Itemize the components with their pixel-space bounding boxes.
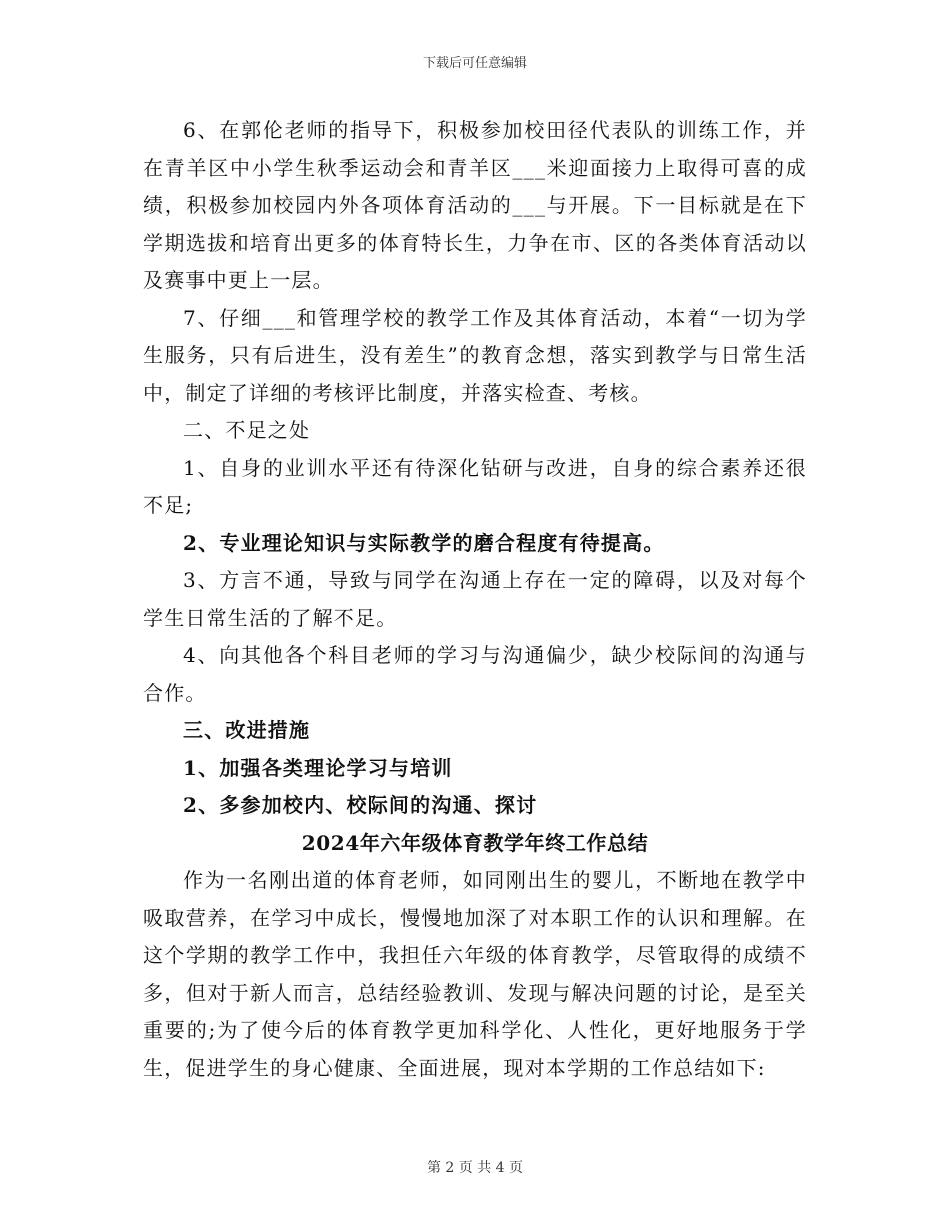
shortcoming-item-4: 4、向其他各个科目老师的学习与沟通偏少，缺少校际间的沟通与合作。 [143,643,807,705]
shortcoming-item-2: 2、专业理论知识与实际教学的磨合程度有待提高。 [183,530,665,555]
section-heading-improvements: 三、改进措施 [183,718,311,742]
paragraph-item-7: 7、仔细___和管理学校的教学工作及其体育活动，本着“一切为学生服务，只有后进生，没有差生”的教育念想，落实到教学与日常生活中，制定了详细的考核评比制度，并落实检查、考核。 [143,305,807,405]
shortcoming-item-1: 1、自身的业训水平还有待深化钻研与改进，自身的综合素养还很不足; [143,455,807,517]
page-footer: 第 2 页 共 4 页 [426,1160,524,1176]
paragraph-item-6: 6、在郭伦老师的指导下，积极参加校田径代表队的训练工作，并在青羊区中小学生秋季运动会和青羊区___米迎面接力上取得可喜的成绩，积极参加校园内外各项体育活动的___与开展。下一目标就是在下学期选拔和培育出更多的体育特长生，力争在市、区的各类体育活动以及赛事中更上一层。 [143,118,807,292]
improvement-item-2: 2、多参加校内、校际间的沟通、探讨 [183,793,538,817]
document-body [143,112,807,1087]
section-heading-shortcomings: 二、不足之处 [183,418,311,442]
document-title: 2024年六年级体育教学年终工作总结 [301,830,649,855]
intro-paragraph: 作为一名刚出道的体育老师，如同刚出生的婴儿，不断地在教学中吸取营养，在学习中成长，慢慢地加深了对本职工作的认识和理解。在这个学期的教学工作中，我担任六年级的体育教学，尽管取得的成绩不多，但对于新人而言，总结经验教训、发现与解决问题的讨论，是至关重要的;为了使今后的体育教学更加科学化、人性化，更好地服务于学生，促进学生的身心健康、全面进展，现对本学期的工作总结如下: [143,868,807,1080]
improvement-item-1: 1、加强各类理论学习与培训 [183,755,453,780]
page-header: 下载后可任意编辑 [422,56,527,71]
shortcoming-item-3: 3、方言不通，导致与同学在沟通上存在一定的障碍，以及对每个学生日常生活的了解不足。 [143,568,807,630]
